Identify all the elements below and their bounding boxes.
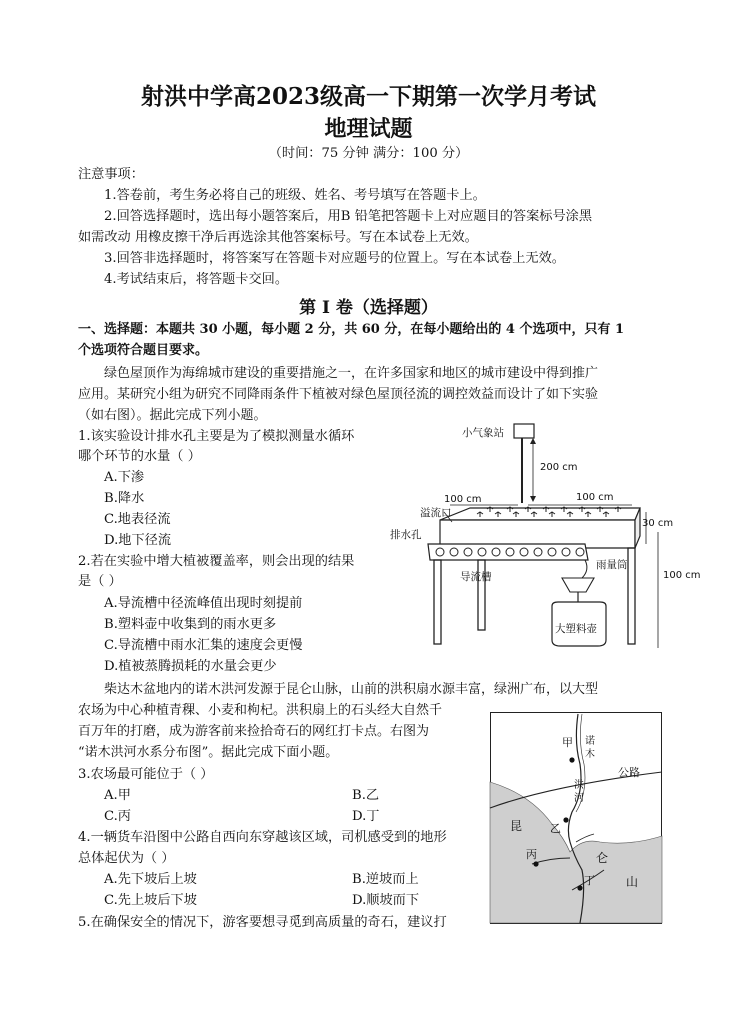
label-100cm-a: 100 cm xyxy=(444,494,482,505)
pot-label: 大塑料壶 xyxy=(555,623,597,635)
passage1-line1: 绿色屋顶作为海绵城市建设的重要措施之一，在许多国家和地区的城市建设中得到推广 xyxy=(104,366,599,381)
label-kun: 昆 xyxy=(510,819,523,833)
label-200cm: 200 cm xyxy=(540,462,578,473)
q1-stem-a: 1.该实验设计排水孔主要是为了模拟测量水循环 xyxy=(78,429,355,444)
label-ding: 丁 xyxy=(584,874,595,887)
q1-option-c[interactable]: C.地表径流 xyxy=(104,512,171,527)
q3-option-c[interactable]: C.丙 xyxy=(104,809,131,824)
road-label: 公路 xyxy=(618,766,640,779)
time-info: （时间：75 分钟 满分：100 分） xyxy=(268,146,469,161)
passage2-line2: 农场为中心种植青稞、小麦和枸杞。洪积扇上的石头经大自然千 xyxy=(78,703,443,718)
weather-station-box xyxy=(514,424,534,438)
q2-option-d[interactable]: D.植被蒸腾损耗的水量会更少 xyxy=(104,659,277,674)
label-yi: 乙 xyxy=(550,822,561,835)
q4-option-d[interactable]: D.顺坡而下 xyxy=(352,893,420,908)
note-2b: 如需改动 用橡皮擦干净后再选涂其他答案标号。写在本试卷上无效。 xyxy=(78,230,478,245)
river-char-3: 洪 xyxy=(574,780,584,791)
q2-stem-a: 2.若在实验中增大植被覆盖率，则会出现的结果 xyxy=(78,554,355,569)
passage2-line4: “诺木洪河水系分布图”。据此完成下面小题。 xyxy=(78,745,339,760)
q2-option-b[interactable]: B.塑料壶中收集到的雨水更多 xyxy=(104,617,277,632)
q4-option-a[interactable]: A.先下坡后上坡 xyxy=(104,872,197,887)
drain-label: 排水孔 xyxy=(390,529,422,541)
point-jia xyxy=(569,757,574,762)
section-intro-a: 一、选择题：本题共 30 小题，每小题 2 分，共 60 分，在每小题给出的 4 个选项中，只有 1 xyxy=(78,322,625,337)
q4-stem-a: 4.一辆货车沿图中公路自西向东穿越该区域，司机感受到的地形 xyxy=(78,830,447,845)
q1-option-b[interactable]: B.降水 xyxy=(104,491,145,506)
passage1-line2: 应用。某研究小组为研究不同降雨条件下植被对绿色屋顶径流的调控效益而设计了如下实验 xyxy=(78,387,599,402)
section-intro-b: 个选项符合题目要求。 xyxy=(78,343,209,358)
exam-title: 射洪中学高2023级高一下期第一次学月考试 xyxy=(140,83,596,110)
green-roof-figure xyxy=(390,420,701,665)
q4-stem-b: 总体起伏为（ ） xyxy=(78,851,175,866)
point-bing xyxy=(533,861,538,866)
q2-stem-b: 是（ ） xyxy=(78,574,122,589)
point-yi xyxy=(563,817,568,822)
q3-option-d[interactable]: D.丁 xyxy=(352,809,380,824)
q4-option-b[interactable]: B.逆坡而上 xyxy=(352,872,419,887)
label-shan: 山 xyxy=(626,875,639,889)
q3-option-a[interactable]: A.甲 xyxy=(104,788,131,803)
passage2-line3: 百万年的打磨，成为游客前来捡拾奇石的网红打卡点。右图为 xyxy=(78,724,430,739)
q1-option-a[interactable]: A.下渗 xyxy=(104,470,145,485)
river-char-2: 木 xyxy=(585,749,595,760)
q1-option-d[interactable]: D.地下径流 xyxy=(104,533,172,548)
rain-gauge xyxy=(562,578,594,592)
q2-option-a[interactable]: A.导流槽中径流峰值出现时刻提前 xyxy=(104,596,303,611)
river-map xyxy=(490,712,662,924)
notes-heading: 注意事项： xyxy=(78,167,144,182)
river-char-4: 河 xyxy=(574,793,584,804)
note-2a: 2.回答选择题时，选出每小题答案后，用B 铅笔把答题卡上对应题目的答案标号涂黑 xyxy=(104,209,593,224)
subject-title: 地理试题 xyxy=(324,116,413,142)
label-lun: 仑 xyxy=(596,851,609,865)
note-1: 1.答卷前，考生务必将自己的班级、姓名、考号填写在答题卡上。 xyxy=(104,188,486,203)
q5-stem: 5.在确保安全的情况下，游客要想寻觅到高质量的奇石，建议打 xyxy=(78,915,447,930)
passage2-line1: 柴达木盆地内的诺木洪河发源于昆仑山脉，山前的洪积扇水源丰富，绿洲广布，以大型 xyxy=(104,682,599,697)
label-30cm: 30 cm xyxy=(642,518,674,529)
gauge-label-1: 雨量筒 xyxy=(596,559,628,571)
point-ding xyxy=(577,885,582,890)
q3-option-b[interactable]: B.乙 xyxy=(352,788,380,803)
q4-option-c[interactable]: C.先上坡后下坡 xyxy=(104,893,197,908)
overflow-label: 溢流口 xyxy=(420,507,452,519)
label-100cm-b: 100 cm xyxy=(576,492,614,503)
river-char-1: 诺 xyxy=(585,736,595,747)
label-bing: 丙 xyxy=(526,848,537,861)
note-4: 4.考试结束后，将答题卡交回。 xyxy=(104,272,289,287)
q1-stem-b: 哪个环节的水量（ ） xyxy=(78,449,201,464)
q2-option-c[interactable]: C.导流槽中雨水汇集的速度会更慢 xyxy=(104,638,303,653)
trough-label: 导流槽 xyxy=(460,571,492,583)
q3-stem: 3.农场最可能位于（ ） xyxy=(78,767,214,782)
station-label: 小气象站 xyxy=(462,427,504,439)
label-100cm-vertical: 100 cm xyxy=(663,570,701,581)
section-title: 第 I 卷（选择题） xyxy=(299,298,438,318)
passage1-line3: （如右图）。据此完成下列小题。 xyxy=(78,408,267,423)
note-3: 3.回答非选择题时，将答案写在答题卡对应题号的位置上。写在本试卷上无效。 xyxy=(104,251,565,266)
label-jia: 甲 xyxy=(562,736,573,749)
